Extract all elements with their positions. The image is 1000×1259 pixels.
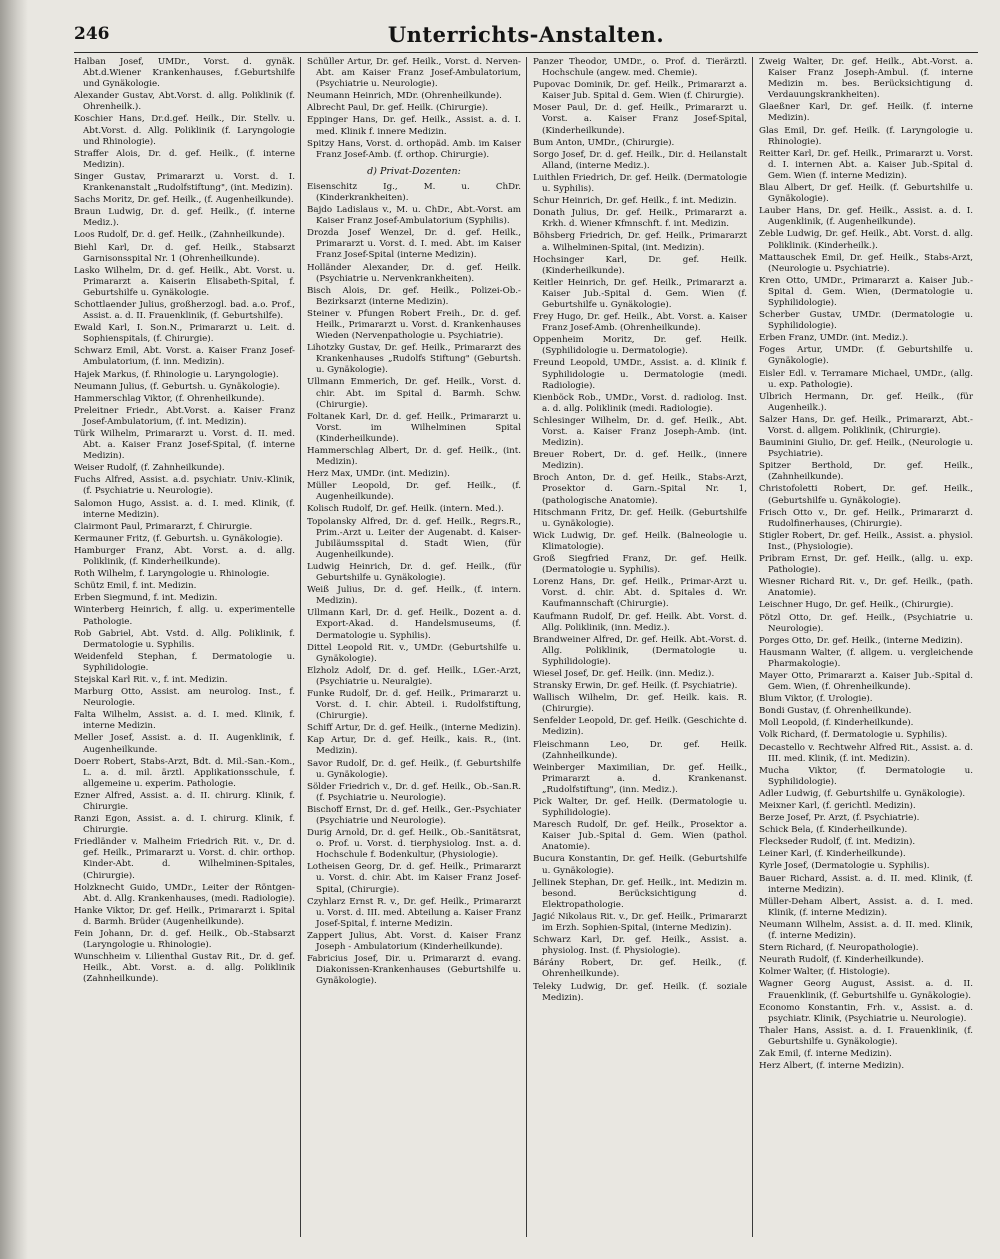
- text-columns: [74, 57, 978, 1237]
- list-entry: Oppenheim Moritz, Dr. gef. Heilk. (Syphilidologie u. Dermatologie).: [533, 335, 747, 357]
- list-entry: Schur Heinrich, Dr. gef. Heilk., f. int. Medizin.: [533, 196, 737, 207]
- list-entry: Schottlaender Julius, großherzogl. bad. a.o. Prof., Assist. a. d. II. Frauenklinik, (f. Geburtshilfe).: [74, 299, 295, 322]
- list-entry: Decastello v. Rechtwehr Alfred Rit., Assist. a. d. III. med. Klinik, (f. int. Medizin).: [759, 742, 973, 764]
- list-entry: Sachs Moritz, Dr. gef. Heilk., (f. Augenheilkunde).: [74, 195, 294, 206]
- list-entry: Kap Artur, Dr. d. gef. Heilk., kais. R., (int. Medizin).: [307, 735, 521, 757]
- list-entry: Schwarz Emil, Abt. Vorst. a. Kaiser Franz Josef-Ambulatorium, (f. inn. Medizin).: [74, 346, 295, 368]
- list-entry: Ewald Karl, I. Son.N., Primararzt u. Leit. d. Sophienspitals, (f. Chirurgie).: [74, 323, 295, 345]
- list-entry: Hajek Markus, (f. Rhinologie u. Laryngologie).: [74, 369, 279, 380]
- list-entry: Fleischmann Leo, Dr. gef. Heilk. (Zahnheilkunde).: [533, 739, 747, 761]
- list-entry: Leischner Hugo, Dr. gef. Heilk., (Chirurgie).: [759, 600, 954, 611]
- list-entry: Herz Albert, (f. interne Medizin).: [759, 1061, 905, 1072]
- list-entry: Elzholz Adolf, Dr. d. gef. Heilk., LGer.-Arzt, (Psychiatrie u. Neuralgie).: [307, 665, 521, 687]
- list-entry: Porges Otto, Dr. gef. Heilk., (interne Medizin).: [759, 635, 963, 646]
- list-entry: Falta Wilhelm, Assist. a. d. I. med. Klinik, f. interne Medizin.: [74, 710, 295, 732]
- list-entry: Preleitner Friedr., Abt.Vorst. a. Kaiser Franz Josef-Ambulatorium, (f. int. Medizin).: [74, 405, 295, 427]
- list-entry: Glas Emil, Dr. gef. Heilk. (f. Laryngologie u. Rhinologie).: [759, 125, 973, 147]
- subsection-heading: d) Privat-Dozenten:: [367, 165, 461, 177]
- list-entry: Bum Anton, UMDr., (Chirurgie).: [533, 137, 675, 148]
- list-entry: Bajdo Ladislaus v., M. u. ChDr., Abt.-Vorst. am Kaiser Franz Josef-Ambulatorium (Syphilis).: [307, 205, 521, 227]
- list-entry: Volk Richard, (f. Dermatologie u. Syphilis).: [759, 730, 948, 741]
- list-entry: Kren Otto, UMDr., Primararzt a. Kaiser Jub.-Spital d. Gem. Wien, (Dermatologie u. Syphilidologie).: [759, 275, 973, 308]
- list-entry: Bisch Alois, Dr. gef. Heilk., Polizei-Ob.-Bezirksarzt (interne Medizin).: [307, 285, 521, 307]
- list-entry: Lorenz Hans, Dr. gef. Heilk., Primar-Arzt u. Vorst. d. chir. Abt. d. Spitales d. Wr. Kaufmannschaft (Chirurgie).: [533, 577, 747, 610]
- list-entry: Meixner Karl, (f. gerichtl. Medizin).: [759, 801, 916, 811]
- list-entry: Bárány Robert, Dr. gef. Heilk., (f. Ohrenheilkunde).: [533, 958, 747, 980]
- list-entry: Holzknecht Guido, UMDr., Leiter der Röntgen-Abt. d. Allg. Krankenhauses, (medi. Radiologie).: [74, 882, 295, 904]
- list-entry: Bondi Gustav, (f. Ohrenheilkunde).: [759, 706, 912, 717]
- list-entry: Reitter Karl, Dr. gef. Heilk., Primararzt u. Vorst. d. I. internen Abt. a. Kaiser Jub.-Spital d. Gem. Wien (f. interne Medizin).: [759, 148, 973, 181]
- list-entry: Christofoletti Robert, Dr. gef. Heilk., (Geburtshilfe u. Gynäkologie).: [759, 484, 973, 506]
- list-entry: Drozda Josef Wenzel, Dr. d. gef. Heilk., Primararzt u. Vorst. d. I. med. Abt. im Kaiser Franz Josef-Spital (interne Medizin).: [307, 228, 521, 261]
- page-header: [74, 22, 978, 53]
- list-entry: Fuchs Alfred, Assist. a.d. psychiatr. Univ.-Klinik, (f. Psychiatrie u. Neurologie).: [74, 475, 295, 497]
- list-entry: Topolansky Alfred, Dr. d. gef. Heilk., Regrs.R., Prim.-Arzt u. Leiter der Augenabt. d. Kaiser-Jubiläumsspital d. Stadt Wien, (für Augenheilkunde).: [307, 516, 521, 560]
- list-entry: Biehl Karl, Dr. d. gef. Heilk., Stabsarzt Garnisonsspital Nr. 1 (Ohrenheilkunde).: [74, 242, 295, 264]
- list-entry: Mayer Otto, Primararzt a. Kaiser Jub.-Spital d. Gem. Wien, (f. Ohrenheilkunde).: [759, 670, 973, 693]
- list-entry: Straffer Alois, Dr. d. gef. Heilk., (f. interne Medizin).: [74, 148, 295, 170]
- list-entry: Ezner Alfred, Assist. a. d. II. chirurg. Klinik, f. Chirurgie.: [74, 790, 295, 812]
- list-entry: Kolisch Rudolf, Dr. gef. Heilk. (intern. Med.).: [307, 504, 504, 515]
- list-entry: Fleckseder Rudolf, (f. int. Medizin).: [759, 837, 916, 848]
- list-entry: Koschier Hans, Dr.d.gef. Heilk., Dir. Stellv. u. Abt.Vorst. d. Allg. Poliklinik (f. Laryngologie und Rhinologie).: [74, 114, 295, 147]
- list-entry: Winterberg Heinrich, f. allg. u. experimentelle Pathologie.: [74, 605, 295, 627]
- list-entry: Türk Wilhelm, Primararzt u. Vorst. d. II. med. Abt. a. Kaiser Franz Josef-Spital, (f. interne Medizin).: [74, 429, 295, 462]
- list-entry: Loos Rudolf, Dr. d. gef. Heilk., (Zahnheilkunde).: [74, 230, 285, 241]
- list-entry: Broch Anton, Dr. d. gef. Heilk., Stabs-Arzt, Prosektor d. Garn.-Spital Nr. 1, (pathologische Anatomie).: [533, 473, 747, 506]
- list-entry: Meller Josef, Assist. a. d. II. Augenklinik, f. Augenheilkunde.: [74, 733, 295, 755]
- list-entry: Pupovac Dominik, Dr. gef. Heilk., Primararzt a. Kaiser Jub. Spital d. Gem. Wien (f. Chirurgie).: [533, 80, 747, 102]
- list-entry: Savor Rudolf, Dr. d. gef. Heilk., (f. Geburtshilfe u. Gynäkologie).: [307, 758, 521, 780]
- list-entry: Eppinger Hans, Dr. gef. Heilk., Assist. a. d. I. med. Klinik f. innere Medizin.: [307, 115, 521, 137]
- list-entry: Albrecht Paul, Dr. gef. Heilk. (Chirurgie).: [307, 103, 488, 114]
- list-entry: Lasko Wilhelm, Dr. d. gef. Heilk., Abt. Vorst. u. Primararzt a. Kaiserin Elisabeth-Spital, f. Geburtshilfe u. Gynäkologie.: [74, 265, 295, 298]
- list-entry: Pick Walter, Dr. gef. Heilk. (Dermatologie u. Syphilidologie).: [533, 797, 747, 819]
- list-entry: Sorgo Josef, Dr. d. gef. Heilk., Dir. d. Heilanstalt Alland, (interne Mediz.).: [533, 149, 747, 171]
- list-entry: Zappert Julius, Abt. Vorst. d. Kaiser Franz Joseph - Ambulatorium (Kinderheilkunde).: [307, 930, 521, 953]
- list-entry: Wagner Georg August, Assist. a. d. II. Frauenklinik, (f. Geburtshilfe u. Gynäkologie).: [759, 979, 973, 1001]
- list-entry: Herz Max, UMDr. (int. Medizin).: [307, 469, 450, 480]
- list-entry: Friedländer v. Malheim Friedrich Rit. v., Dr. d. gef. Heilk., Primararzt u. Vorst. d. chir. orthop. Kinder-Abt. d. Wilhelminen-Spitales, (Chirurgie).: [74, 837, 295, 881]
- list-entry: Stransky Erwin, Dr. gef. Heilk. (f. Psychiatrie).: [533, 681, 738, 692]
- list-entry: Erben Franz, UMDr. (int. Mediz.).: [759, 333, 909, 344]
- list-entry: Eisler Edl. v. Terramare Michael, UMDr., (allg. u. exp. Pathologie).: [759, 368, 973, 390]
- list-entry: Leiner Karl, (f. Kinderheilkunde).: [759, 849, 906, 860]
- list-entry: Dittel Leopold Rit. v., UMDr. (Geburtshilfe u. Gynäkologie).: [307, 642, 521, 664]
- list-entry: Brandweiner Alfred, Dr. gef. Heilk. Abt.-Vorst. d. Allg. Poliklinik, (Dermatologie u. Syphilidologie).: [533, 634, 747, 667]
- list-entry: Lauber Hans, Dr. gef. Heilk., Assist. a. d. I. Augenklinik, (f. Augenheilkunde).: [759, 206, 973, 228]
- list-entry: Luithlen Friedrich, Dr. gef. Heilk. (Dermatologie u. Syphilis).: [533, 172, 747, 195]
- list-entry: Braun Ludwig, Dr. d. gef. Heilk., (f. interne Mediz.).: [74, 207, 295, 229]
- list-entry: Donath Julius, Dr. gef. Heilk., Primararzt a. Krkh. d. Wiener Kfmnschft. f. int. Medizin.: [533, 208, 747, 230]
- list-entry: Neumann Heinrich, MDr. (Ohrenheilkunde).: [307, 91, 502, 102]
- list-entry: Weinberger Maximilian, Dr. gef. Heilk., Primararzt a. d. Krankenanst. „Rudolfstiftung", (inn. Mediz.).: [533, 762, 747, 795]
- list-entry: Groß Siegfried Franz, Dr. gef. Heilk. (Dermatologie u. Syphilis).: [533, 554, 747, 576]
- list-entry: Kaufmann Rudolf, Dr. gef. Heilk. Abt. Vorst. d. Allg. Poliklinik, (inn. Mediz.).: [533, 611, 747, 633]
- list-entry: Ludwig Heinrich, Dr. d. gef. Heilk., (für Geburtshilfe u. Gynäkologie).: [307, 561, 521, 584]
- list-entry: Müller Leopold, Dr. gef. Heilk., (f. Augenheilkunde).: [307, 481, 521, 503]
- list-entry: Bauer Richard, Assist. a. d. II. med. Klinik, (f. interne Medizin).: [759, 873, 973, 895]
- list-entry: Foges Artur, UMDr. (f. Geburtshilfe u. Gynäkologie).: [759, 345, 973, 367]
- list-entry: Economo Konstantin, Frh. v., Assist. a. d. psychiatr. Klinik, (Psychiatrie u. Neurologie).: [759, 1002, 973, 1024]
- list-entry: Pribram Ernst, Dr. gef. Heilk., (allg. u. exp. Pathologie).: [759, 554, 973, 576]
- list-entry: Foltanek Karl, Dr. d. gef. Heilk., Primararzt u. Vorst. im Wilhelminen Spital (Kinderheilkunde).: [307, 411, 521, 444]
- list-entry: Doerr Robert, Stabs-Arzt, Bdt. d. Mil.-San.-Kom., L. a. d. mil. ärztl. Applikationsschule, f. allgemeine u. experim. Pathologie.: [74, 756, 295, 789]
- list-entry: Schwarz Karl, Dr. gef. Heilk., Assist. a. physiolog. Inst. (f. Physiologie).: [533, 935, 747, 957]
- list-entry: Mucha Viktor, (f. Dermatologie u. Syphilidologie).: [759, 765, 973, 787]
- list-entry: Hammerschlag Viktor, (f. Ohrenheilkunde).: [74, 393, 265, 404]
- list-entry: Glaeßner Karl, Dr. gef. Heilk. (f. interne Medizin).: [759, 102, 973, 124]
- list-entry: Schüller Artur, Dr. gef. Heilk., Vorst. d. Nerven-Abt. am Kaiser Franz Josef-Ambulatorium, (Psychiatrie u. Neurologie).: [307, 57, 521, 90]
- list-entry: Breuer Robert, Dr. d. gef. Heilk., (innere Medizin).: [533, 450, 747, 472]
- list-entry: Berze Josef, Pr. Arzt, (f. Psychiatrie).: [759, 813, 920, 824]
- list-entry: Blau Albert, Dr gef. Heilk. (f. Geburtshilfe u. Gynäkologie).: [759, 183, 973, 205]
- list-entry: Hitschmann Fritz, Dr. gef. Heilk. (Geburtshilfe u. Gynäkologie).: [533, 507, 747, 529]
- list-entry: Erben Siegmund, f. int. Medizin.: [74, 593, 218, 604]
- list-entry: Ullmann Emmerich, Dr. gef. Heilk., Vorst. d. chir. Abt. im Spital d. Barmh. Schw. (Chirurgie).: [307, 377, 521, 410]
- list-entry: Spitzer Berthold, Dr. gef. Heilk., (Zahnheilkunde).: [759, 461, 973, 483]
- list-entry: Salzer Hans, Dr. gef. Heilk., Primararzt, Abt.-Vorst. d. allgem. Poliklinik, (Chirurgie).: [759, 414, 973, 436]
- list-entry: Kyrle Josef, (Dermatologie u. Syphilis).: [759, 861, 930, 872]
- list-entry: Panzer Theodor, UMDr., o. Prof. d. Tierärztl. Hochschule (angew. med. Chemie).: [533, 57, 747, 79]
- list-entry: Spitzy Hans, Vorst. d. orthopäd. Amb. im Kaiser Franz Josef-Amb. (f. orthop. Chirurgie).: [307, 138, 521, 160]
- list-entry: Schlesinger Wilhelm, Dr. d. gef. Heilk., Abt. Vorst. a. Kaiser Franz Joseph-Amb. (int. Medizin).: [533, 415, 747, 449]
- list-entry: Rob Gabriel, Abt. Vstd. d. Allg. Poliklinik, f. Dermatologie u. Syphilis.: [74, 628, 295, 650]
- list-entry: Hausmann Walter, (f. allgem. u. vergleichende Pharmakologie).: [759, 647, 973, 669]
- list-entry: Sölder Friedrich v., Dr. d. gef. Heilk., Ob.-San.R. (f. Psychiatrie u. Neurologie).: [307, 781, 521, 803]
- list-entry: Fabricius Josef, Dir. u. Primararzt d. evang. Diakonissen-Krankenhauses (Geburtshilfe u. Gynäkologie).: [307, 954, 521, 987]
- list-entry: Wallisch Wilhelm, Dr. gef. Heilk. kais. R. (Chirurgie).: [533, 693, 747, 715]
- list-entry: Frey Hugo, Dr. gef. Heilk., Abt. Vorst. a. Kaiser Franz Josef-Amb. (Ohrenheilkunde).: [533, 312, 747, 334]
- list-entry: Steiner v. Pfungen Robert Freih., Dr. d. gef. Heilk., Primararzt u. Vorst. d. Krankenhauses Wieden (Nervenpathologie u. Psychiatrie).: [307, 308, 521, 342]
- list-entry: Wiesner Richard Rit. v., Dr. gef. Heilk., (path. Anatomie).: [759, 577, 973, 599]
- column-2: [300, 57, 526, 1237]
- list-entry: Czyhlarz Ernst R. v., Dr. gef. Heilk., Primararzt u. Vorst. d. III. med. Abteilung a. Kaiser Franz Josef-Spital, f. interne Medizin.: [307, 896, 521, 929]
- list-entry: Hamburger Franz, Abt. Vorst. a. d. allg. Poliklinik, (f. Kinderheilkunde).: [74, 545, 295, 568]
- list-entry: Schütz Emil, f. int. Medizin.: [74, 581, 197, 592]
- list-entry: Teleky Ludwig, Dr. gef. Heilk. (f. soziale Medizin).: [533, 981, 747, 1003]
- list-entry: Adler Ludwig, (f. Geburtshilfe u. Gynäkologie).: [759, 788, 966, 799]
- binding-shadow: [0, 0, 28, 1259]
- column-1: [74, 57, 300, 1237]
- list-entry: Weiß Julius, Dr. d. gef. Heilk., (f. intern. Medizin).: [307, 585, 521, 607]
- list-entry: Fein Johann, Dr. d. gef. Heilk., Ob.-Stabsarzt (Laryngologie u. Rhinologie).: [74, 929, 295, 951]
- list-entry: Roth Wilhelm, f. Laryngologie u. Rhinologie.: [74, 569, 270, 580]
- list-entry: Moll Leopold, (f. Kinderheilkunde).: [759, 718, 914, 729]
- list-entry: Weidenfeld Stephan, f. Dermatologie u. Syphilidologie.: [74, 651, 295, 673]
- list-entry: Keitler Heinrich, Dr. gef. Heilk., Primararzt a. Kaiser Jub.-Spital d. Gem. Wien (f. Geburtshilfe u. Gynäkologie).: [533, 277, 747, 310]
- list-entry: Hanke Viktor, Dr. gef. Heilk., Primararzt i. Spital d. Barmh. Brüder (Augenheilkunde).: [74, 905, 295, 927]
- list-entry: Bauminini Giulio, Dr. gef. Heilk., (Neurologie u. Psychiatrie).: [759, 438, 973, 460]
- list-entry: Schiff Artur, Dr. d. gef. Heilk., (interne Medizin).: [307, 723, 521, 734]
- list-entry: Neurath Rudolf, (f. Kinderheilkunde).: [759, 955, 924, 966]
- list-entry: Moser Paul, Dr. d. gef. Heilk., Primararzt u. Vorst. a. Kaiser Franz Josef-Spital, (Kinderheilkunde).: [533, 103, 747, 136]
- list-entry: Lihotzky Gustav, Dr. gef. Heilk., Primararzt des Krankenhauses „Rudolfs Stiftung" (Geburtsh. u. Gynäkologie).: [307, 343, 521, 376]
- list-entry: Ranzi Egon, Assist. a. d. I. chirurg. Klinik, f. Chirurgie.: [74, 814, 295, 836]
- list-entry: Stern Richard, (f. Neuropathologie).: [759, 943, 919, 954]
- list-entry: Müller-Deham Albert, Assist. a. d. I. med. Klinik, (f. interne Medizin).: [759, 896, 973, 918]
- list-entry: Kolmer Walter, (f. Histologie).: [759, 967, 891, 978]
- list-entry: Bischoff Ernst, Dr. d. gef. Heilk., Ger.-Psychiater (Psychiatrie und Neurologie).: [307, 804, 521, 826]
- list-entry: Funke Rudolf, Dr. d. gef. Heilk., Primararzt u. Vorst. d. I. chir. Abteil. i. Rudolfstiftung, (Chirurgie).: [307, 688, 521, 722]
- list-entry: Senfelder Leopold, Dr. gef. Heilk. (Geschichte d. Medizin).: [533, 716, 747, 738]
- list-entry: Holländer Alexander, Dr. d. gef. Heilk. (Psychiatrie u. Nervenkrankheiten).: [307, 262, 521, 284]
- list-entry: Zeble Ludwig, Dr. gef. Heilk., Abt. Vorst. d. allg. Poliklinik. (Kinderheilk.).: [759, 229, 973, 251]
- list-entry: Hochsinger Karl, Dr. gef. Heilk. (Kinderheilkunde).: [533, 254, 747, 276]
- list-entry: Jagić Nikolaus Rit. v., Dr. gef. Heilk., Primararzt im Erzh. Sophien-Spital, (interne Medizin).: [533, 911, 747, 934]
- list-entry: Jellinek Stephan, Dr. gef. Heilk., int. Medizin m. besond. Berücksichtigung d. Elektropathologie.: [533, 877, 747, 910]
- list-entry: Pötzl Otto, Dr. gef. Heilk., (Psychiatrie u. Neurologie).: [759, 612, 973, 634]
- list-entry: Hammerschlag Albert, Dr. d. gef. Heilk., (int. Medizin).: [307, 446, 521, 468]
- list-entry: Böhsberg Friedrich, Dr. gef. Heilk., Primararzt a. Wilhelminen-Spital, (int. Medizin).: [533, 231, 747, 253]
- list-entry: Wick Ludwig, Dr. gef. Heilk. (Balneologie u. Klimatologie).: [533, 530, 747, 552]
- list-entry: Stigler Robert, Dr. gef. Heilk., Assist. a. physiol. Inst., (Physiologie).: [759, 530, 973, 552]
- list-entry: Ulbrich Hermann, Dr. gef. Heilk., (für Augenheilk.).: [759, 391, 973, 413]
- list-entry: Alexander Gustav, Abt.Vorst. d. allg. Poliklinik (f. Ohrenheilk.).: [74, 91, 295, 113]
- list-entry: Kienböck Rob., UMDr., Vorst. d. radiolog. Inst. a. d. allg. Poliklinik (medi. Radiologie).: [533, 392, 747, 414]
- list-entry: Salomon Hugo, Assist. a. d. I. med. Klinik, (f. interne Medizin).: [74, 498, 295, 520]
- list-entry: Stejskal Karl Rit. v., f. int. Medizin.: [74, 674, 228, 685]
- list-entry: Scherber Gustav, UMDr. (Dermatologie u. Syphilidologie).: [759, 310, 973, 332]
- list-entry: Blum Viktor, (f. Urologie).: [759, 694, 873, 705]
- list-entry: Bucura Konstantin, Dr. gef. Heilk. (Geburtshilfe u. Gynäkologie).: [533, 854, 747, 876]
- list-entry: Ullmann Karl, Dr. d. gef. Heilk., Dozent a. d. Export-Akad. d. Handelsmuseums, (f. Dermatologie u. Syphilis).: [307, 608, 521, 641]
- section-title: Unterrichts-Anstalten.: [387, 22, 665, 47]
- list-entry: Frisch Otto v., Dr. gef. Heilk., Primararzt d. Rudolfinerhauses, (Chirurgie).: [759, 507, 973, 529]
- list-entry: Freund Leopold, UMDr., Assist. a. d. Klinik f. Syphilidologie u. Dermatologie (medi. Radiologie).: [533, 358, 747, 391]
- list-entry: Eisenschitz Ig., M. u. ChDr. (Kinderkrankheiten).: [307, 181, 521, 203]
- list-entry: Halban Josef, UMDr., Vorst. d. gynäk. Abt.d.Wiener Krankenhauses, f.Geburtshilfe und Gynäkologie.: [74, 57, 295, 90]
- list-entry: Wiesel Josef, Dr. gef. Heilk. (inn. Mediz.).: [533, 668, 715, 679]
- list-entry: Zak Emil, (f. interne Medizin).: [759, 1048, 892, 1059]
- list-entry: Wunschheim v. Lilienthal Gustav Rit., Dr. d. gef. Heilk., Abt. Vorst. a. d. allg. Poliklinik (Zahnheilkunde).: [74, 952, 295, 985]
- list-entry: Mattauschek Emil, Dr. gef. Heilk., Stabs-Arzt, (Neurologie u. Psychiatrie).: [759, 252, 973, 274]
- list-entry: Singer Gustav, Primararzt u. Vorst. d. I. Krankenanstalt „Rudolfstiftung", (int. Medizin).: [74, 171, 295, 194]
- list-entry: Lotheisen Georg, Dr. d. gef. Heilk., Primararzt u. Vorst. d. chir. Abt. im Kaiser Franz Josef-Spital, (Chirurgie).: [307, 862, 521, 895]
- list-entry: Zweig Walter, Dr. gef. Heilk., Abt.-Vorst. a. Kaiser Franz Joseph-Ambul. (f. interne Medizin m. bes. Berücksichtigung d. Verdauungskrankheiten).: [759, 57, 973, 101]
- column-3: [526, 57, 752, 1237]
- column-4: [752, 57, 978, 1237]
- list-entry: Neumann Wilhelm, Assist. a. d. II. med. Klinik, (f. interne Medizin).: [759, 919, 973, 942]
- list-entry: Clairmont Paul, Primararzt, f. Chirurgie.: [74, 521, 253, 532]
- list-entry: Thaler Hans, Assist. a. d. I. Frauenklinik, (f. Geburtshilfe u. Gynäkologie).: [759, 1025, 973, 1047]
- list-entry: Schick Bela, (f. Kinderheilkunde).: [759, 825, 908, 836]
- list-entry: Marburg Otto, Assist. am neurolog. Inst., f. Neurologie.: [74, 687, 295, 709]
- list-entry: Durig Arnold, Dr. d. gef. Heilk., Ob.-Sanitätsrat, o. Prof. u. Vorst. d. tierphysiolog. Inst. a. d. Hochschule f. Bodenkultur, (Physiologie).: [307, 828, 521, 861]
- list-entry: Weiser Rudolf, (f. Zahnheilkunde).: [74, 463, 225, 474]
- page-number: 246: [74, 24, 110, 44]
- list-entry: Maresch Rudolf, Dr. gef. Heilk., Prosektor a. Kaiser Jub.-Spital d. Gem. Wien (pathol. Anatomie).: [533, 820, 747, 853]
- list-entry: Neumann Julius, (f. Geburtsh. u. Gynäkologie).: [74, 381, 281, 392]
- list-entry: Kermauner Fritz, (f. Geburtsh. u. Gynäkologie).: [74, 533, 283, 544]
